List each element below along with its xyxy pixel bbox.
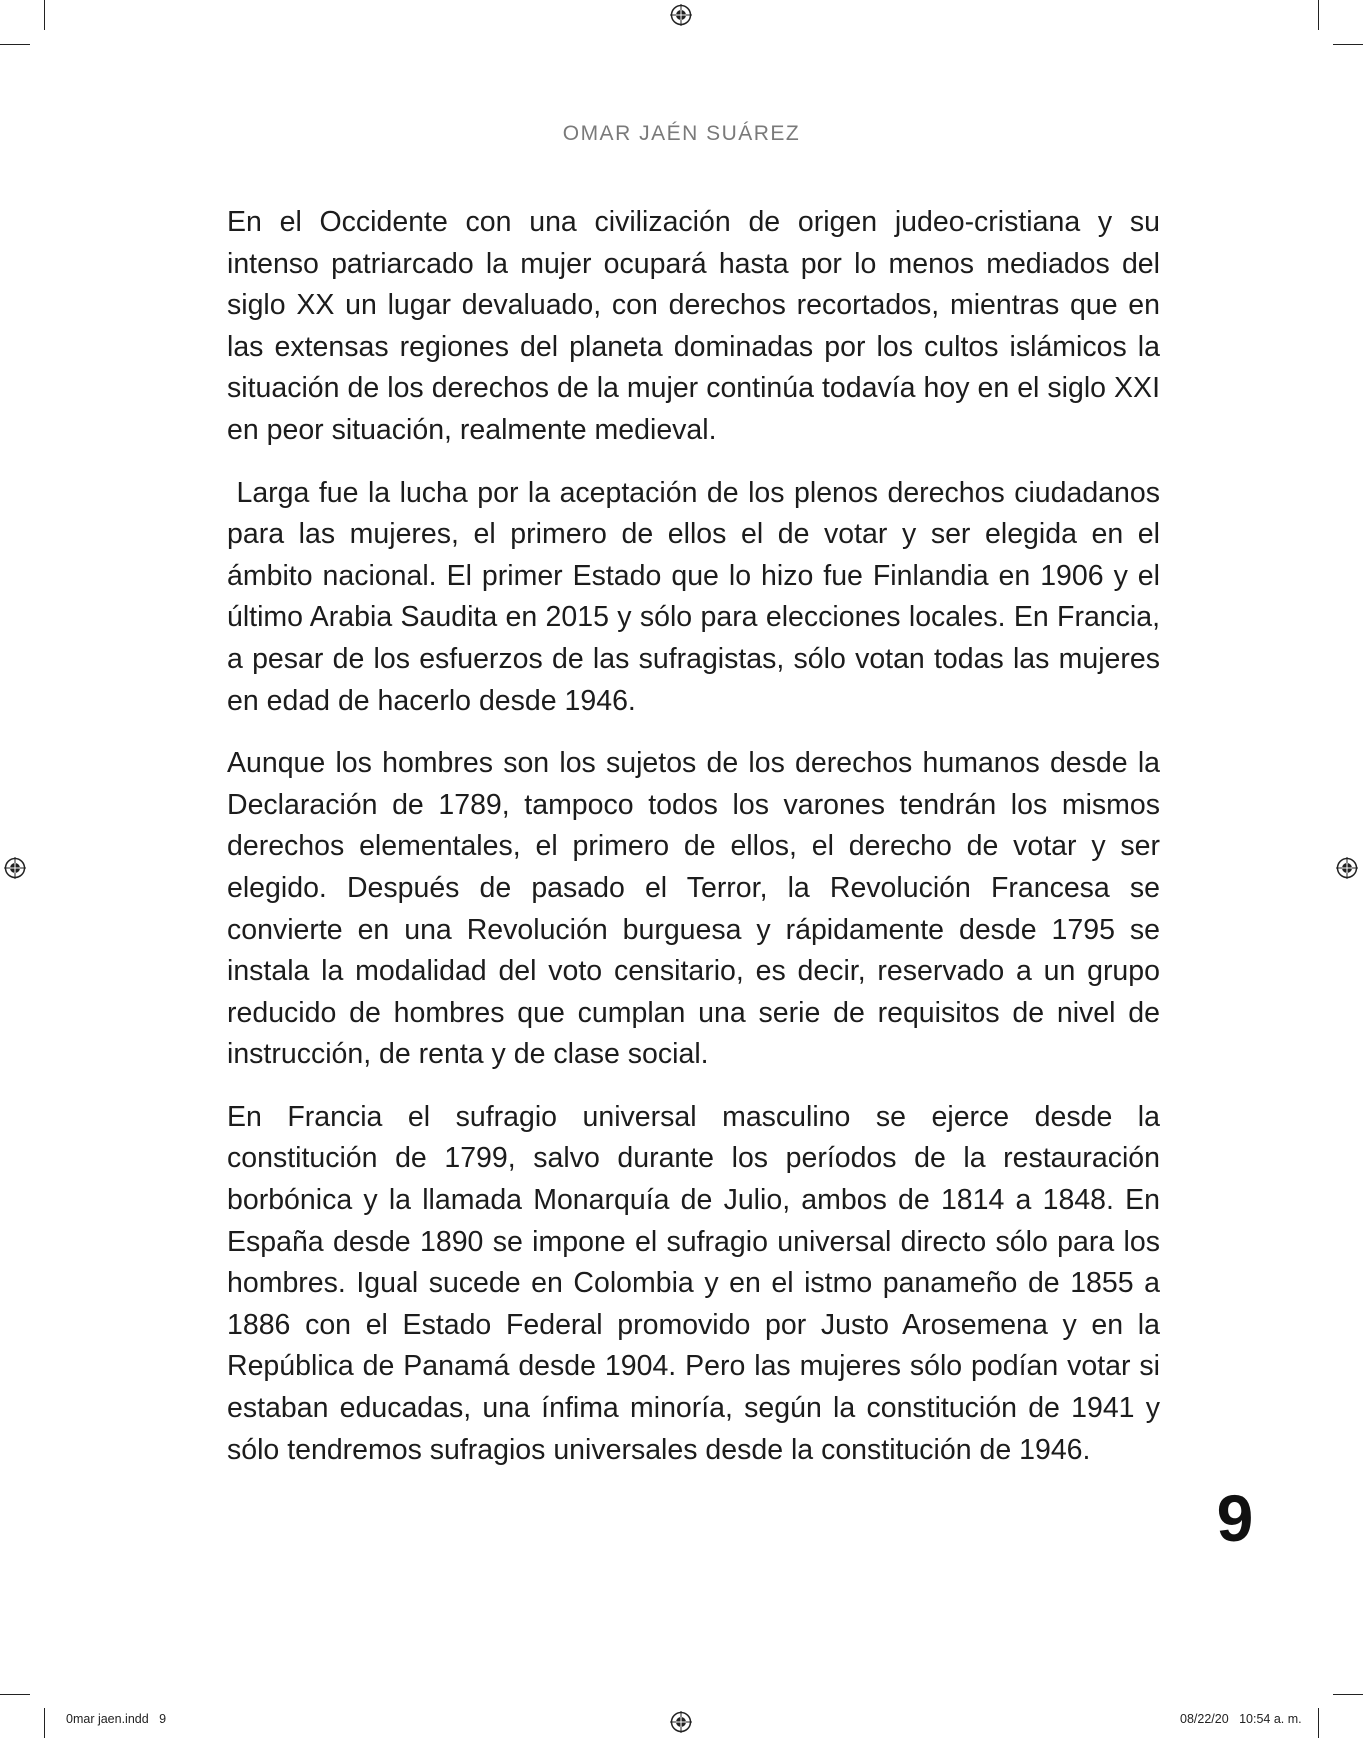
body-text: [227, 202, 1168, 1492]
registration-target-icon: [4, 857, 26, 879]
crop-mark-top-left-horizontal: [0, 44, 30, 45]
crop-mark-top-right-vertical: [1318, 0, 1319, 30]
slug-file-name: 0mar jaen.indd 9: [66, 1712, 167, 1726]
page-number: 9: [1216, 1481, 1254, 1555]
paragraph: Aunque los hombres son los sujetos de los derechos humanos desde la Declaración de 1789, tampoco todos los varones tendrán los mismos derechos elementales, el primero de ellos, el derecho de votar y ser elegido. Después de pasado el Terror, la Revolución Francesa se convierte en una Revolución burguesa y rápidamente desde 1795 se instala la modalidad del voto censitario, es decir, reservado a un grupo reducido de hombres que cumplan una serie de requisitos de nivel de instrucción, de renta y de clase social.: [227, 747, 1160, 1071]
registration-target-icon: [1336, 857, 1358, 879]
crop-mark-top-left-vertical: [44, 0, 45, 30]
running-head: OMAR JAÉN SUÁREZ: [562, 122, 801, 145]
paragraph: Larga fue la lucha por la aceptación de los plenos derechos ciudadanos para las mujeres, el primero de ellos el de votar y ser elegida en el ámbito nacional. El primer Estado que lo hizo fue Finlandia en 1906 y el último Arabia Saudita en 2015 y sólo para elecciones locales. En Francia, a pesar de los esfuerzos de las sufragistas, sólo votan todas las mujeres en edad de hacerlo desde 1946.: [227, 476, 1168, 717]
slug-date-time: 08/22/20 10:54 a. m.: [1180, 1712, 1302, 1726]
crop-mark-bottom-right-horizontal: [1333, 1694, 1363, 1695]
crop-mark-top-right-horizontal: [1333, 44, 1363, 45]
registration-target-icon: [670, 1711, 692, 1733]
paragraph: En el Occidente con una civilización de origen judeo-cristiana y su intenso patriarcado la mujer ocupará hasta por lo menos mediados del siglo XX un lugar devaluado, con derechos recortados, mientras que en las extensas regiones del planeta dominadas por los cultos islámicos la situación de los derechos de la mujer continúa todavía hoy en el siglo XXI en peor situación, realmente medieval.: [227, 206, 1160, 446]
crop-mark-bottom-left-horizontal: [0, 1694, 30, 1695]
crop-mark-bottom-right-vertical: [1318, 1708, 1319, 1738]
paragraph: En Francia el sufragio universal masculino se ejerce desde la constitución de 1799, salvo durante los períodos de la restauración borbónica y la llamada Monarquía de Julio, ambos de 1814 a 1848. En España desde 1890 se impone el sufragio universal directo sólo para los hombres. Igual sucede en Colombia y en el istmo panameño de 1855 a 1886 con el Estado Federal promovido por Justo Arosemena y en la República de Panamá desde 1904. Pero las mujeres sólo podían votar si estaban educadas, una ínfima minoría, según la constitución de 1941 y sólo tendremos sufragios universales desde la constitución de 1946.: [227, 1100, 1160, 1466]
registration-target-icon: [670, 4, 692, 26]
crop-mark-bottom-left-vertical: [44, 1708, 45, 1738]
